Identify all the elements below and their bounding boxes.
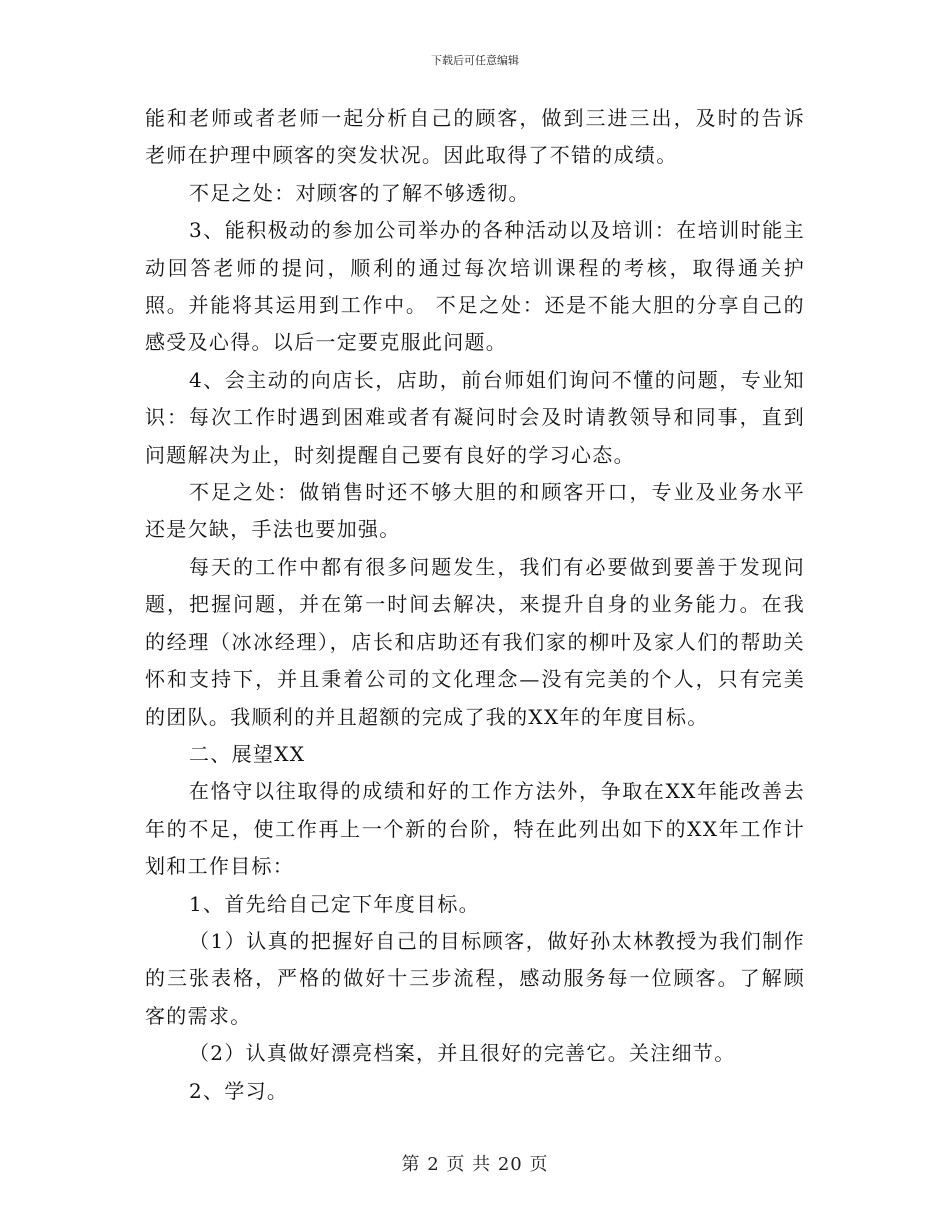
paragraph-4: 4、会主动的向店长，店助，前台师姐们询问不懂的问题，专业知识：每次工作时遇到困难或者有凝问时会及时请教领导和同事，直到问题解决为止，时刻提醒自己要有良好的学习心态。 (145, 367, 805, 467)
paragraph-1: 能和老师或者老师一起分析自己的顾客，做到三进三出，及时的告诉老师在护理中顾客的突发状况。因此取得了不错的成绩。 (145, 106, 805, 168)
paragraph-5: 不足之处：做销售时还不够大胆的和顾客开口，专业及业务水平还是欠缺，手法也要加强。 (145, 480, 805, 542)
page-header-note: 下载后可任意编辑 (431, 54, 519, 67)
sub-item-2: （2）认真做好漂亮档案，并且很好的完善它。关注细节。 (189, 1041, 736, 1066)
paragraph-3: 3、能积极动的参加公司举办的各种活动以及培训：在培训时能主动回答老师的提问，顺利的通过每次培训课程的考核，取得通关护照。并能将其运用到工作中。 不足之处：还是不能大胆的分享自己的感受及心得。以后一定要克服此问题。 (145, 218, 805, 355)
document-body (145, 100, 805, 1110)
list-item-2: 2、学习。 (189, 1078, 289, 1103)
page-footer (0, 1153, 950, 1177)
section-heading-outlook: 二、展望XX (189, 741, 306, 766)
sub-item-1: （1）认真的把握好自己的目标顾客，做好孙太林教授为我们制作的三张表格，严格的做好十三步流程，感动服务每一位顾客。了解顾客的需求。 (145, 928, 805, 1028)
paragraph-2: 不足之处：对顾客的了解不够透彻。 (189, 180, 530, 205)
page-number-label: 第 2 页 共 20 页 (401, 1154, 549, 1175)
list-item-1: 1、首先给自己定下年度目标。 (189, 891, 480, 916)
paragraph-8: 在恪守以往取得的成绩和好的工作方法外，争取在XX年能改善去年的不足，使工作再上一个新的台阶，特在此列出如下的XX年工作计划和工作目标： (145, 779, 805, 879)
paragraph-6: 每天的工作中都有很多问题发生，我们有必要做到要善于发现问题，把握问题，并在第一时间去解决，来提升自身的业务能力。在我的经理（冰冰经理），店长和店助还有我们家的柳叶及家人们的帮助关怀和支持下，并且秉着公司的文化理念—没有完美的个人，只有完美的团队。我顺利的并且超额的完成了我的XX年的年度目标。 (145, 554, 805, 729)
